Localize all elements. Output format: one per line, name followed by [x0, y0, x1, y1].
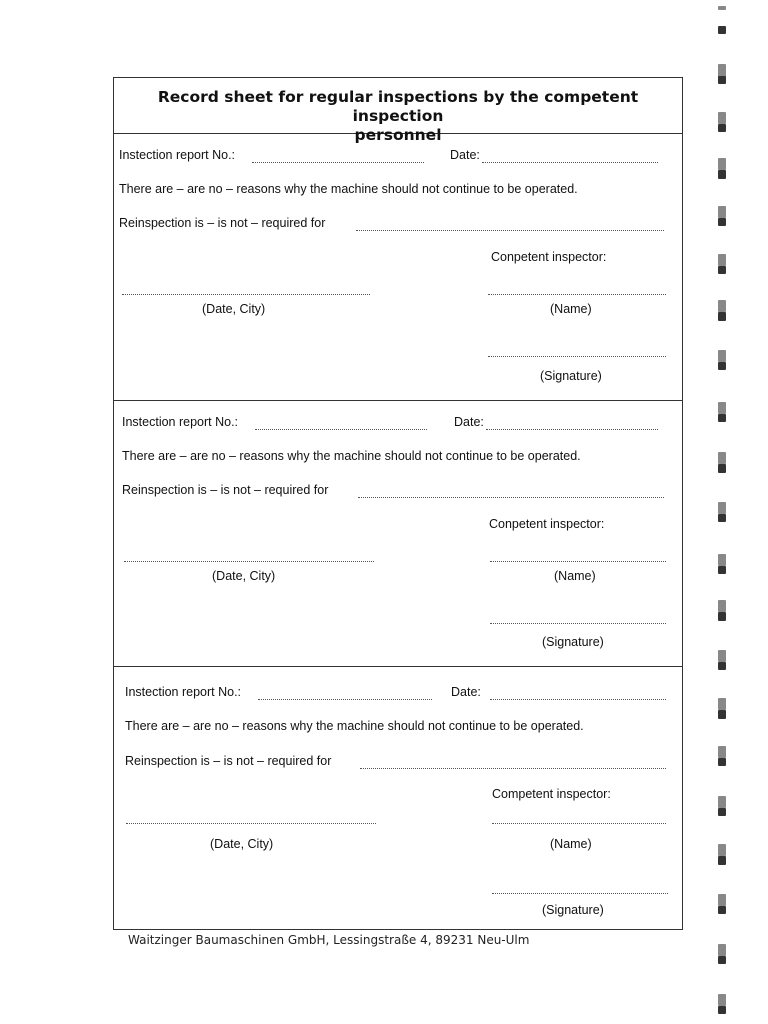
title-line-2: personnel [354, 126, 442, 144]
report-number-field[interactable] [258, 699, 432, 700]
report-number-label: Instection report No.: [125, 685, 242, 699]
reinspection-label: Reinspection is – is not – required for [119, 216, 326, 230]
report-number-label: Instection report No.: [122, 415, 239, 429]
signature-field[interactable] [492, 893, 668, 894]
company-footer: Waitzinger Baumaschinen GmbH, Lessingstraße 4, 89231 Neu-Ulm [128, 933, 530, 947]
inspector-label: Conpetent inspector: [491, 250, 607, 264]
reinspection-field[interactable] [360, 768, 666, 769]
name-field[interactable] [488, 294, 666, 295]
name-label: (Name) [550, 302, 592, 316]
name-field[interactable] [490, 561, 666, 562]
report-number-label: Instection report No.: [119, 148, 236, 162]
reasons-statement: There are – are no – reasons why the machine should not continue to be operated. [119, 182, 578, 196]
date-label: Date: [451, 685, 481, 699]
reasons-statement: There are – are no – reasons why the machine should not continue to be operated. [122, 449, 581, 463]
date-city-label: (Date, City) [202, 302, 266, 316]
date-field[interactable] [490, 699, 666, 700]
reinspection-field[interactable] [356, 230, 664, 231]
reinspection-field[interactable] [358, 497, 664, 498]
signature-field[interactable] [488, 356, 666, 357]
inspection-record-1 [114, 134, 682, 400]
name-label: (Name) [554, 569, 596, 583]
inspector-label: Competent inspector: [492, 787, 611, 801]
name-field[interactable] [492, 823, 666, 824]
name-label: (Name) [550, 837, 592, 851]
date-field[interactable] [482, 162, 658, 163]
date-city-label: (Date, City) [210, 837, 274, 851]
date-label: Date: [454, 415, 484, 429]
date-city-label: (Date, City) [212, 569, 276, 583]
date-city-field[interactable] [126, 823, 376, 824]
inspector-label: Conpetent inspector: [489, 517, 605, 531]
title-line-1: Record sheet for regular inspections by the competent inspection [157, 88, 639, 125]
reinspection-label: Reinspection is – is not – required for [125, 754, 332, 768]
report-number-field[interactable] [255, 429, 427, 430]
signature-label: (Signature) [540, 369, 602, 383]
date-city-field[interactable] [122, 294, 370, 295]
inspection-record-3 [114, 666, 682, 930]
signature-label: (Signature) [542, 635, 604, 649]
report-number-field[interactable] [252, 162, 424, 163]
date-label: Date: [450, 148, 480, 162]
reinspection-label: Reinspection is – is not – required for [122, 483, 329, 497]
reasons-statement: There are – are no – reasons why the machine should not continue to be operated. [125, 719, 584, 733]
inspection-record-2 [114, 400, 682, 666]
date-field[interactable] [486, 429, 658, 430]
sheet-title [114, 78, 682, 144]
signature-label: (Signature) [542, 903, 604, 917]
date-city-field[interactable] [124, 561, 374, 562]
signature-field[interactable] [490, 623, 666, 624]
record-sheet [113, 77, 683, 930]
